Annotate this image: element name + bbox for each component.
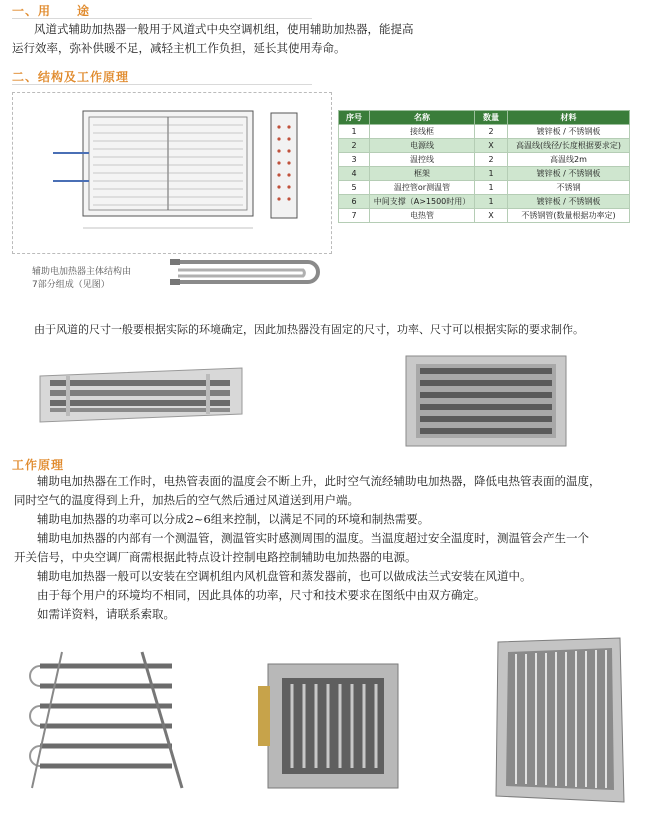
- cell: 高温线(线径/长度根据要求定): [508, 139, 630, 153]
- table-row: [339, 195, 630, 209]
- cell: 3: [339, 153, 370, 167]
- table-header-row: [339, 111, 630, 125]
- principle-line-2: 同时空气的温度得到上升，加热后的空气然后通过风道送到用户端。: [14, 493, 359, 507]
- cell: 镀锌板 / 不锈钢板: [508, 125, 630, 139]
- cell: 框架: [370, 167, 475, 181]
- col-header-name: 名称: [370, 111, 475, 125]
- principle-line-3: 辅助电加热器的功率可以分成2~6组来控制，以满足不同的环境和制热需要。: [14, 512, 430, 526]
- principle-line-8: 如需详资料，请联系索取。: [14, 607, 175, 621]
- diagram-caption-line-2: 7部分组成（见图）: [32, 280, 110, 290]
- principle-line-7: 由于每个用户的环境均不相同，因此具体的功率，尺寸和技术要求在图纸中由双方确定。: [14, 588, 486, 602]
- cell: 不锈钢管(数量根据功率定): [508, 209, 630, 223]
- cell: 镀锌板 / 不锈钢板: [508, 167, 630, 181]
- usage-line-1: 风道式辅助加热器一般用于风道式中央空调机组，使用辅助加热器，能提高: [34, 22, 414, 36]
- cell: 接线框: [370, 125, 475, 139]
- section-title-principle: 工作原理: [12, 458, 65, 472]
- principle-line-6: 辅助电加热器一般可以安装在空调机组内风机盘管和蒸发器前，也可以做成法兰式安装在风道中。: [14, 569, 532, 583]
- usage-line-2: 运行效率，弥补供暖不足，减轻主机工作负担，延长其使用寿命。: [12, 41, 346, 55]
- heater-photo-1: [36, 362, 246, 424]
- heater-photo-5: [488, 636, 628, 806]
- cell: 不锈钢: [508, 181, 630, 195]
- structure-diagram: [13, 93, 331, 253]
- diagram-caption-line-1: 辅助电加热器主体结构由: [32, 267, 132, 277]
- cell: 温控管or测温管: [370, 181, 475, 195]
- col-header-no: 序号: [339, 111, 370, 125]
- cell: 高温线2m: [508, 153, 630, 167]
- heater-photo-4: [258, 656, 408, 796]
- cell: 1: [475, 181, 508, 195]
- table-row: [339, 167, 630, 181]
- cell: 1: [475, 167, 508, 181]
- principle-line-1: 辅助电加热器在工作时，电热管表面的温度会不断上升，此时空气流经辅助电加热器，降低电热管表面的温度，: [14, 474, 601, 488]
- structure-diagram-frame: [12, 92, 332, 254]
- heater-photo-2: [396, 354, 576, 450]
- divider: [12, 84, 312, 85]
- cell: 2: [475, 125, 508, 139]
- table-row: [339, 153, 630, 167]
- col-header-material: 材料: [508, 111, 630, 125]
- heating-tube-diagram: [168, 250, 328, 300]
- heater-photo-3: [22, 648, 192, 798]
- cell: X: [475, 139, 508, 153]
- section-title-usage: 一、用 途: [12, 4, 91, 18]
- cell: 4: [339, 167, 370, 181]
- cell: 电源线: [370, 139, 475, 153]
- cell: 电热管: [370, 209, 475, 223]
- cell: 1: [475, 195, 508, 209]
- table-row: [339, 139, 630, 153]
- cell: 镀锌板 / 不锈钢板: [508, 195, 630, 209]
- principle-line-4: 辅助电加热器的内部有一个测温管，测温管实时感测周围的温度。当温度超过安全温度时，测温管会产生一个: [14, 531, 589, 545]
- cell: 2: [339, 139, 370, 153]
- cell: 6: [339, 195, 370, 209]
- col-header-qty: 数量: [475, 111, 508, 125]
- cell: 7: [339, 209, 370, 223]
- cell: 2: [475, 153, 508, 167]
- divider: [12, 18, 312, 19]
- cell: 温控线: [370, 153, 475, 167]
- table-row: [339, 209, 630, 223]
- table-row: [339, 181, 630, 195]
- section-title-structure: 二、结构及工作原理: [12, 70, 130, 84]
- parts-table: [338, 110, 630, 223]
- table-row: [339, 125, 630, 139]
- principle-line-5: 开关信号，中央空调厂商需根据此特点设计控制电路控制辅助电加热器的电源。: [14, 550, 417, 564]
- cell: 1: [339, 125, 370, 139]
- cell: X: [475, 209, 508, 223]
- size-note: 由于风道的尺寸一般要根据实际的环境确定，因此加热器没有固定的尺寸，功率、尺寸可以根据实际的要求制作。: [34, 323, 584, 336]
- cell: 5: [339, 181, 370, 195]
- cell: 中间支撑（A>1500时用）: [370, 195, 475, 209]
